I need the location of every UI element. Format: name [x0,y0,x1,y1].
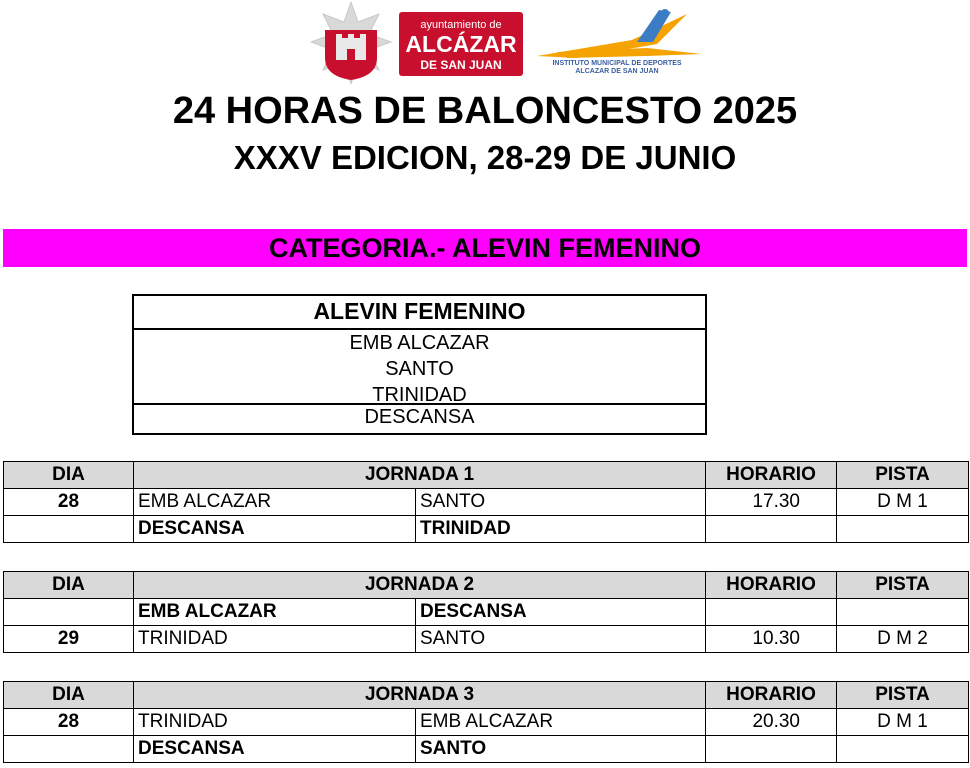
horario-cell [706,516,837,543]
jornada-1-table [3,461,969,543]
team-item: EMB ALCAZAR [349,332,490,354]
local-team-cell: DESCANSA [134,516,416,543]
dia-header: DIA [4,572,134,599]
pista-cell [837,736,969,763]
local-team-cell: DESCANSA [134,736,416,763]
table-row [4,516,969,543]
jornada-2-table [3,571,969,653]
visitor-team-cell: SANTO [416,736,706,763]
table-row [4,599,969,626]
horario-cell: 10.30 [706,626,837,653]
dia-cell: 28 [4,489,134,516]
pista-cell: D M 1 [837,489,969,516]
visitor-team-cell: EMB ALCAZAR [416,709,706,736]
jornada-header: JORNADA 3 [134,682,706,709]
local-team-cell: EMB ALCAZAR [134,489,416,516]
page-subtitle: XXXV EDICION, 28-29 DE JUNIO [233,139,737,176]
jornada-header: JORNADA 2 [134,572,706,599]
svg-text:ALCÁZAR: ALCÁZAR [405,31,517,57]
team-item: DESCANSA [134,403,705,433]
local-team-cell: TRINIDAD [134,626,416,653]
ayuntamiento-logo [303,2,525,84]
table-row [4,489,969,516]
pista-header: PISTA [837,462,969,489]
category-banner: CATEGORIA.- ALEVIN FEMENINO [3,229,967,267]
horario-header: HORARIO [706,462,837,489]
local-team-cell: EMB ALCAZAR [134,599,416,626]
horario-header: HORARIO [706,572,837,599]
table-header-row [4,572,969,599]
svg-text:ALCAZAR DE SAN JUAN: ALCAZAR DE SAN JUAN [575,68,659,75]
horario-header: HORARIO [706,682,837,709]
page-title: 24 HORAS DE BALONCESTO 2025 [172,90,798,132]
table-row [4,736,969,763]
horario-cell: 17.30 [706,489,837,516]
visitor-team-cell: TRINIDAD [416,516,706,543]
pista-cell [837,599,969,626]
dia-cell: 28 [4,709,134,736]
pista-cell: D M 2 [837,626,969,653]
imd-logo [537,8,702,78]
horario-cell: 20.30 [706,709,837,736]
jornada-header: JORNADA 1 [134,462,706,489]
dia-cell: 29 [4,626,134,653]
pista-cell: D M 1 [837,709,969,736]
teams-box [132,294,707,435]
horario-cell [706,599,837,626]
pista-header: PISTA [837,572,969,599]
table-header-row [4,682,969,709]
visitor-team-cell: SANTO [416,626,706,653]
pista-header: PISTA [837,682,969,709]
visitor-team-cell: SANTO [416,489,706,516]
dia-cell [4,516,134,543]
svg-text:INSTITUTO MUNICIPAL DE DEPORTE: INSTITUTO MUNICIPAL DE DEPORTES [552,60,682,67]
dia-header: DIA [4,682,134,709]
team-item: SANTO [385,358,454,380]
svg-text:DE SAN JUAN: DE SAN JUAN [420,58,502,72]
team-item: TRINIDAD [372,384,467,406]
horario-cell [706,736,837,763]
svg-text:ayuntamiento de: ayuntamiento de [420,19,502,31]
teams-heading: ALEVIN FEMENINO [134,296,705,330]
visitor-team-cell: DESCANSA [416,599,706,626]
table-row [4,709,969,736]
table-header-row [4,462,969,489]
local-team-cell: TRINIDAD [134,709,416,736]
dia-cell [4,736,134,763]
dia-cell [4,599,134,626]
dia-header: DIA [4,462,134,489]
jornada-3-table [3,681,969,763]
table-row [4,626,969,653]
pista-cell [837,516,969,543]
